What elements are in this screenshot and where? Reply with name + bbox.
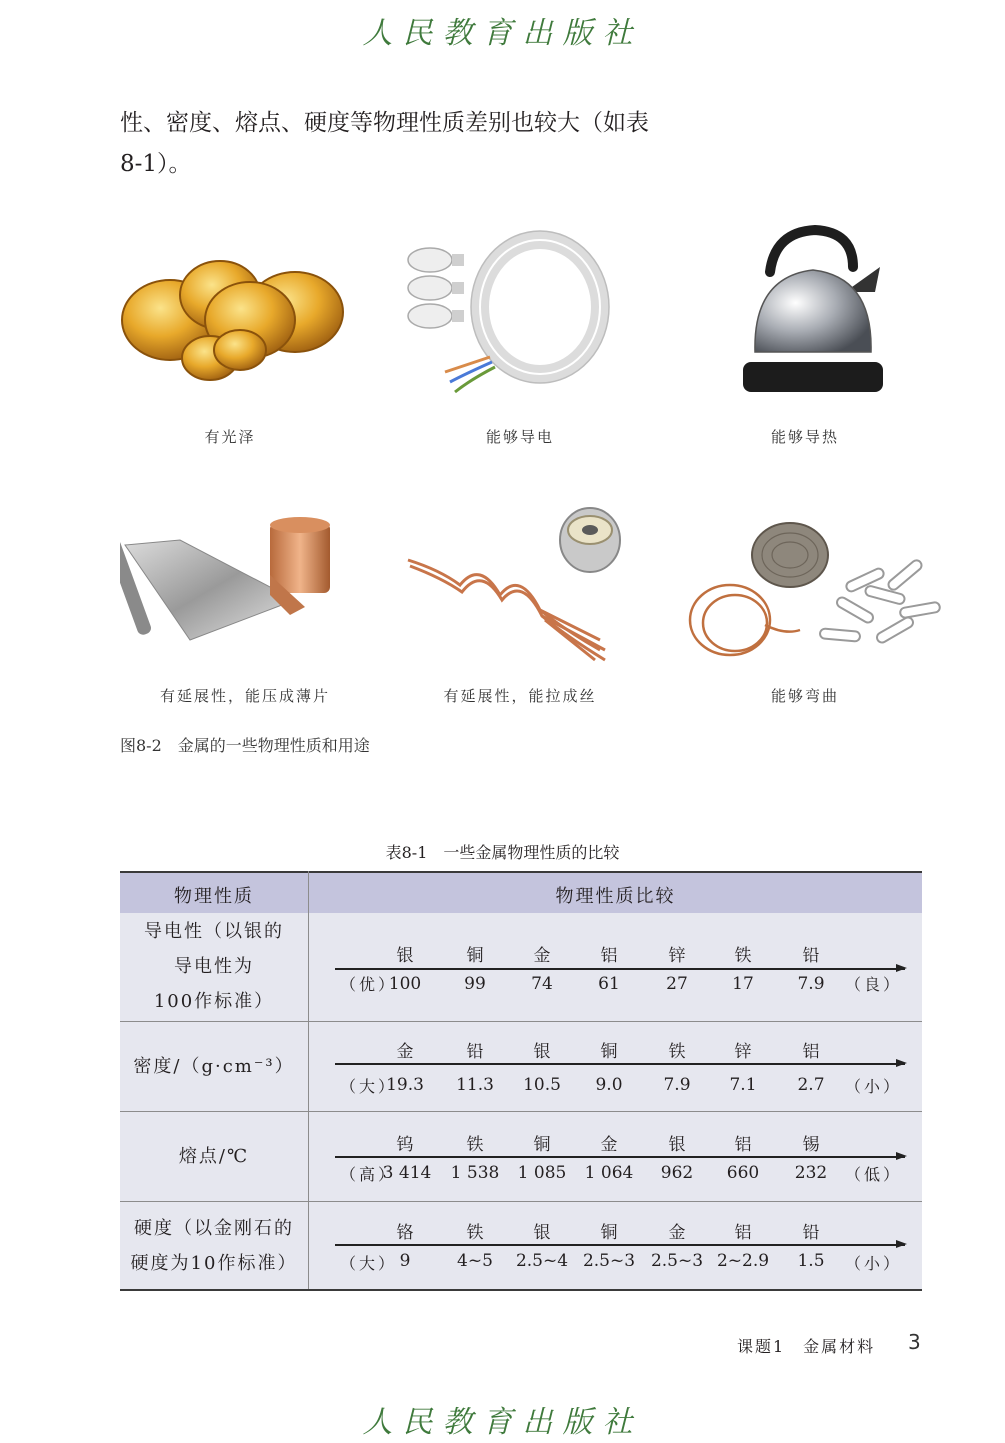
- table-caption: 表8-1 一些金属物理性质的比较: [385, 843, 620, 862]
- row-right-end: （良）: [845, 975, 903, 994]
- metal-name: 金: [396, 1042, 414, 1062]
- metal-value: 2~2.9: [716, 1251, 770, 1271]
- row-left-end: （大）: [340, 1077, 398, 1096]
- metal-value: 4~5: [457, 1251, 493, 1271]
- metal-name: 金: [668, 1223, 686, 1243]
- steel-wool-wire-paperclips-photo: [685, 515, 950, 665]
- gold-coins-photo: [110, 240, 345, 400]
- metal-value: 962: [660, 1163, 694, 1183]
- bulbs-and-cable-photo: [400, 222, 615, 400]
- metal-name: 银: [668, 1135, 686, 1155]
- metal-value: 11.3: [456, 1075, 494, 1095]
- publisher-watermark-bottom: 人民教育出版社: [362, 1405, 643, 1440]
- caption-thermal-conductivity: 能够导热: [770, 428, 839, 446]
- column-divider: [308, 871, 309, 1291]
- row-divider: [120, 1201, 922, 1202]
- metal-value: 17: [732, 974, 754, 994]
- table-header: [120, 871, 922, 913]
- metal-value: 2.5~4: [515, 1251, 569, 1271]
- metal-value: 1 064: [584, 1163, 634, 1183]
- page-number: 3: [908, 1330, 921, 1354]
- metal-value: 61: [598, 974, 620, 994]
- caption-malleability-sheet: 有延展性，能压成薄片: [159, 687, 330, 705]
- row-label-line: 导电性（以银的: [144, 921, 284, 942]
- metal-name: 铁: [466, 1223, 484, 1243]
- row-right-end: （低）: [845, 1165, 903, 1184]
- metal-value: 19.3: [386, 1075, 424, 1095]
- caption-bendable: 能够弯曲: [770, 687, 839, 705]
- row-label-line: 密度/（g·cm⁻³）: [133, 1056, 295, 1077]
- metal-name: 银: [396, 946, 414, 966]
- metal-name: 铁: [668, 1042, 686, 1062]
- row-right-end: （小）: [845, 1254, 903, 1273]
- metal-value: 74: [531, 974, 553, 994]
- metal-name: 银: [533, 1042, 551, 1062]
- order-arrow: [335, 1063, 905, 1065]
- metal-value: 1 085: [517, 1163, 567, 1183]
- body-paragraph: 性、密度、熔点、硬度等物理性质差别也较大（如表8-1）。: [120, 110, 649, 177]
- metal-value: 232: [794, 1163, 828, 1183]
- metal-name: 铁: [466, 1135, 484, 1155]
- figure-title: 图8-2 金属的一些物理性质和用途: [120, 736, 370, 755]
- row-label-line: 硬度（以金刚石的: [134, 1218, 294, 1239]
- row-label: [120, 914, 308, 1019]
- metal-name: 锌: [668, 946, 686, 966]
- order-arrow: [335, 968, 905, 970]
- metal-name: 铝: [734, 1135, 752, 1155]
- row-label-line: 100作标准）: [153, 991, 275, 1012]
- row-divider: [120, 1021, 922, 1022]
- metal-name: 铜: [600, 1223, 618, 1243]
- header-property: 物理性质: [174, 886, 254, 907]
- table-bottom-rule: [120, 1289, 922, 1291]
- metal-value: 1.5: [797, 1251, 825, 1271]
- metal-name: 铝: [802, 1042, 820, 1062]
- metal-value: 2.5~3: [582, 1251, 636, 1271]
- row-label: [120, 1049, 308, 1084]
- metal-name: 金: [533, 946, 551, 966]
- metal-value: 1 538: [450, 1163, 500, 1183]
- metal-name: 铅: [466, 1042, 484, 1062]
- row-left-end: （高）: [340, 1165, 398, 1184]
- metal-value: 7.1: [729, 1075, 757, 1095]
- metal-name: 铁: [734, 946, 752, 966]
- metal-properties-table: [120, 871, 922, 1291]
- metal-value: 9: [399, 1251, 411, 1271]
- metal-name: 银: [533, 1223, 551, 1243]
- metal-value: 7.9: [663, 1075, 691, 1095]
- metal-name: 铅: [802, 946, 820, 966]
- row-label: [120, 1139, 308, 1174]
- row-left-end: （大）: [340, 1254, 398, 1273]
- row-label: [120, 1211, 308, 1281]
- row-label-line: 导电性为: [174, 956, 254, 977]
- metal-name: 锌: [734, 1042, 752, 1062]
- metal-name: 铝: [600, 946, 618, 966]
- metal-name: 锡: [802, 1135, 820, 1155]
- metal-value: 100: [388, 974, 422, 994]
- metal-value: 7.9: [797, 974, 825, 994]
- caption-ductility-wire: 有延展性，能拉成丝: [443, 687, 597, 705]
- metal-value: 10.5: [523, 1075, 561, 1095]
- metal-value: 2.7: [797, 1075, 825, 1095]
- order-arrow: [335, 1156, 905, 1158]
- kettle-on-stove-photo: [735, 222, 890, 402]
- row-label-line: 熔点/℃: [178, 1146, 250, 1167]
- footer-section-title: 课题1 金属材料: [737, 1337, 876, 1356]
- metal-name: 金: [600, 1135, 618, 1155]
- caption-luster: 有光泽: [204, 428, 256, 446]
- row-label-line: 硬度为10作标准）: [130, 1253, 298, 1274]
- metal-value: 660: [726, 1163, 760, 1183]
- caption-conductivity: 能够导电: [485, 428, 554, 446]
- metal-value: 9.0: [595, 1075, 623, 1095]
- row-right-end: （小）: [845, 1077, 903, 1096]
- metal-name: 铜: [533, 1135, 551, 1155]
- order-arrow: [335, 1244, 905, 1246]
- row-left-end: （优）: [340, 975, 398, 994]
- metal-name: 钨: [396, 1135, 414, 1155]
- metal-value: 99: [464, 974, 486, 994]
- copper-wire-and-spool-photo: [400, 500, 630, 665]
- row-divider: [120, 1111, 922, 1112]
- metal-value: 3 414: [382, 1163, 432, 1183]
- metal-name: 铬: [396, 1223, 414, 1243]
- metal-value: 2.5~3: [650, 1251, 704, 1271]
- metal-name: 铜: [600, 1042, 618, 1062]
- metal-name: 铝: [734, 1223, 752, 1243]
- foil-and-copper-roll-photo: [120, 515, 345, 645]
- header-comparison: 物理性质比较: [555, 886, 676, 907]
- metal-name: 铜: [466, 946, 484, 966]
- metal-value: 27: [666, 974, 688, 994]
- publisher-watermark-top: 人民教育出版社: [362, 16, 643, 51]
- metal-name: 铅: [802, 1223, 820, 1243]
